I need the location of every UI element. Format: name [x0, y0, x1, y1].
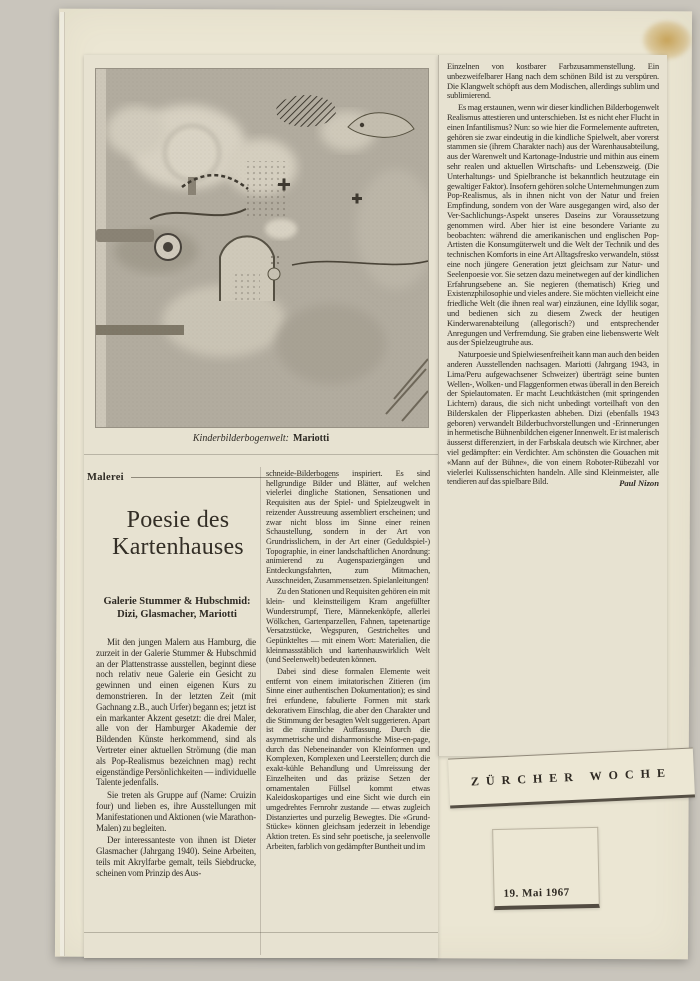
author-byline: Paul Nizon — [619, 478, 659, 489]
illustration-drawing — [96, 69, 428, 427]
right-paragraph-3: Naturpoesie und Spielwiesenfreiheit kann man auch den beiden anderen Ausstellenden nachsagen. Mariotti (Jahrgang 1943, in Lima/Peru aufgewachsener Schweizer) überträgt seine bunten Wellen-, Wolken- und Flaggenformen etwas überall in den Bereich der Spielautomaten. Er macht Leuchtkästchen (mit springenden Lichtern) daraus, die sich nicht unbedingt vorteilhaft von den Bilderskalen der Flipperkasten abheben. Dizi (ebenfalls 1943 geboren) verwandelt Bilderbuchvorstellungen und -Erinnerungen in hermetische Bühnenbildchen eigener Innenwelt. Er ist malerisch äusserst differenziert, in der Farbskala deutsch wie Kirchner, aber viel gedämpfter: ein Verdichter. Am schönsten die Gouachen mit «Mann auf der Bühne», die von einem Roboter-Rübezahl vor vielerlei Kulissenschichten handeln. Alle sind Kleinmeister, alle tendieren auf das spielbare Bild. — [447, 350, 659, 487]
caption-label: Kinderbilderbogenwelt: — [192, 433, 289, 444]
sheet-edge — [60, 12, 65, 956]
deck-line-2: Dizi, Glasmacher, Mariotti — [117, 609, 237, 620]
middle-paragraph-2: Zu den Stationen und Requisiten gehören ein mit klein- und kleinstteiligem Kram angefüllter Wunderstrumpf, Tiere, Männekenköpfe, allerlei Wölkchen, Gartenparzellen, Fahnen, tapetenartige Versatzstücke, Wegspuren, Gestricheltes und Gepünkteltes — mit einem Wort: Materialien, die kleinmassstäblich und kartenhauswirklich Welt (und Seelenwelt) bedeuten können. — [266, 587, 430, 665]
column-rule — [260, 467, 261, 955]
left-paragraph-1: Mit den jungen Malern aus Hamburg, die zurzeit in der Galerie Stummer & Hubschmid an der Plattenstrasse ausstellen, beginnt diese noch relativ neue Galerie ein Gesicht zu gewinnen und einen eigenen Kurs zu demonstrieren. In der letzten Zeit (mit Gachnang z.B., auch Urfer) begann es; jetzt ist ein markanter Akzent gesetzt: die drei Maler, alle von der Hamburger Akademie der Bildenden Künste herkommend, sind als Vertreter einer aktuellen Strömung (die man als Pop-Realismus bezeichnen mag) recht eigenständige Persönlichkeiten — individuelle Talente jedenfalls. — [96, 637, 256, 788]
newspaper-clipping-main — [84, 55, 438, 958]
article-headline: Poesie des Kartenhauses — [112, 507, 244, 560]
right-paragraph-1: Einzelnen von kostbarer Farbzusammenstellung. Ein unbezweifelbarer Hang nach dem schönen Bild ist zu verspüren. Die Klangwelt schöpft aus dem Modischen, allerdings sublim und sublimierend. — [447, 62, 659, 101]
left-paragraph-3: Der interessanteste von ihnen ist Dieter Glasmacher (Jahrgang 1940). Seine Arbeiten, teils mit Akrylfarbe gemalt, teils Siebdrucke, scheinen vom Prinzip des Aus- — [96, 835, 256, 878]
left-paragraph-2: Sie treten als Gruppe auf (Name: Cruizin four) und lieben es, ihre Ausstellungen mit Manifestationen und Aktionen (wie Marathon-Malen) zu begleiten. — [96, 790, 256, 833]
caption-divider — [84, 454, 438, 455]
middle-paragraph-1: schneide-Bilderbogens inspiriert. Es sind hellgrundige Bilder und Blätter, auf welchen vielerlei dingliche Stationen, Sensationen und Requisiten aus der Spiel- und Spielzeugwelt in reizender Ausstreuung assembliert erscheinen; und zwar nicht bloss im Sinne einer reinen Schaustellung, sondern in der Art von Grundrisslichem, in der Art einer (Geduldspiel-) Topographie, in einer landschaftlichen Anordnung: animierend zu Augenspaziergängen und Entdeckungsfahrten, zum Mitmachen, Ausschneiden, Zusammensetzen. Spielanleitungen! — [266, 469, 430, 585]
date-stamp: 19. Mai 1967 — [503, 886, 570, 900]
section-label: Malerei — [87, 472, 124, 483]
paper-stain — [642, 20, 692, 60]
illustration-caption — [94, 433, 428, 444]
kinderbilderbogen-illustration — [95, 68, 429, 428]
article-deck — [84, 595, 270, 621]
column-middle — [266, 469, 430, 955]
newspaper-clipping-right — [438, 55, 667, 756]
column-left — [96, 637, 256, 953]
middle-paragraph-3: Dabei sind diese formalen Elemente weit entfernt von einem imitatorischen Zitieren (im Sinne einer authentischen Dokumentation); es sind frei erfundene, fabulierte Formen mit stark dekorativem Einschlag, die aber den Charakter und die Stimmung der besagten Welt suggerieren. Apart ist die räumliche Auffassung. Durch die asymmetrische und disharmonische Mise-en-page, durch das Nebeneinander von Kleinformen und Komplexen, Komplexen und Leerstellen; durch die exakt-kühle Behandlung und Umreissung der Einzelheiten und das präzise Setzen der ornamentalen Füllsel kommt etwas Kaleidoskopartiges und eine Sicht wie durch ein umgedrehtes Fernrohr zustande — etwas zugleich Distanziertes und purzelig Bewegtes. Die «Grund-Stücke» können gleichsam jederzeit in lebendige Aktion treten. Es sind sehr poetische, ja seelenvolle Arbeiten, farblich von gedämpfter Buntheit und im — [266, 667, 430, 851]
column-right — [447, 62, 659, 750]
caption-artist: Mariotti — [293, 433, 330, 444]
date-stamp-slip — [492, 827, 600, 910]
right-paragraph-2: Es mag erstaunen, wenn wir dieser kindlichen Bilderbogenwelt Realismus attestieren und unterschieben. Ist es nicht eher Flucht in einen Infantilismus? Nun: so wie hier die Formelemente auftreten, gehören sie zwar eindeutig in die kindliche Spielwelt, aber vorerst stammen sie (ihrem Charakter nach) aus der Warenhausabteilung, aus der Warenwelt und Kartonage-Industrie und mithin aus einem sehr realen und aktuellen Wirtschafts- und Lebenszweig. (Die Unterhaltungs- und Spielbranche ist bekanntlich heutzutage ein gewaltiger Faktor). Insofern gehören solche Unternehmungen zum Pop-Realismus, als in ihnen nicht von der Natur und freien Empfindung, sondern von der Ware ausgegangen wird, also der Ver-Sachlichungs-Aspekt unseres Daseins zur Voraussetzung genommen wird. Aber hier ist eine besondere Variante zu beobachten: während die amerikanischen und englischen Pop-Artisten die Konsumgüterwelt und die Welt der Technik und des technischen Komforts in eine Art Alltagsfresko verwandeln, stösst eine noch jüngere Generation jetzt gleichsam zur Natur- und Seelenpoesie vor. Sie setzen dazu meinetwegen auf der kindlichen Erfahrungsebene an. Sie negieren (thematisch) Krieg und Existenzphilosophie und vieles andere. Sie möchten vielleicht eine friedliche Welt (die ihnen real war) einzäunen, eine Idyllik sogar, und bedienen sich zu diesem Zweck der heutigen Kinderwarenabteilung (allegorisch?) und entsprechender Anregungen und Verfremdung. Sie graben eine liebenswerte Welt aus der Spielzeugtruhe aus. — [447, 103, 659, 348]
deck-line-1: Galerie Stummer & Hubschmid: — [103, 596, 251, 607]
clipping-cut-line — [84, 932, 438, 933]
masthead-title: ZÜRCHER WOCHE — [470, 764, 673, 789]
